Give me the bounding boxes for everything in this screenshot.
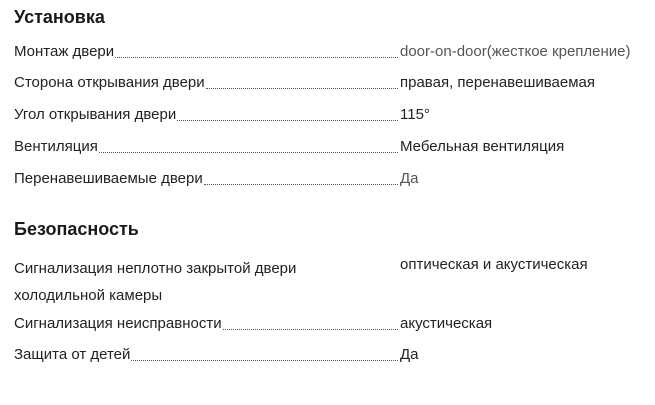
spec-value: 115° — [400, 106, 430, 123]
spec-label-wrap — [14, 345, 398, 365]
dotted-leader — [115, 56, 398, 58]
spec-label: Монтаж двери — [14, 43, 115, 60]
spec-value: оптическая и акустическая — [400, 256, 588, 273]
spec-label-wrap — [14, 169, 398, 189]
spec-label: Вентиляция — [14, 138, 98, 155]
spec-value: правая, перенавешиваемая — [400, 74, 595, 91]
section-title-installation: Установка — [14, 7, 105, 27]
spec-label-line-2: холодильной камеры — [14, 287, 163, 304]
spec-label: Перенавешиваемые двери — [14, 170, 203, 187]
spec-value: Да — [400, 170, 419, 187]
dotted-leader — [204, 183, 398, 185]
spec-label-line-1: Сигнализация неплотно закрытой двери — [14, 260, 297, 277]
spec-label: Угол открывания двери — [14, 106, 177, 123]
section-title-safety: Безопасность — [14, 219, 139, 239]
dotted-leader — [206, 87, 398, 89]
dotted-leader — [223, 328, 398, 330]
spec-label-wrap — [14, 137, 398, 157]
spec-label: Сигнализация неисправности — [14, 315, 222, 332]
spec-label: Сторона открывания двери — [14, 74, 205, 91]
spec-label-wrap — [14, 255, 398, 309]
spec-value: Мебельная вентиляция — [400, 138, 565, 155]
spec-value: door-on-door(жесткое крепление) — [400, 43, 631, 60]
dotted-leader — [177, 119, 398, 121]
spec-value: Да — [400, 346, 419, 363]
spec-label-wrap — [14, 105, 398, 125]
spec-label-wrap — [14, 314, 398, 334]
spec-label-wrap — [14, 42, 398, 62]
spec-label: Защита от детей — [14, 346, 131, 363]
spec-value: акустическая — [400, 315, 493, 332]
spec-label-wrap — [14, 73, 398, 93]
dotted-leader — [99, 151, 398, 153]
dotted-leader — [131, 359, 398, 361]
